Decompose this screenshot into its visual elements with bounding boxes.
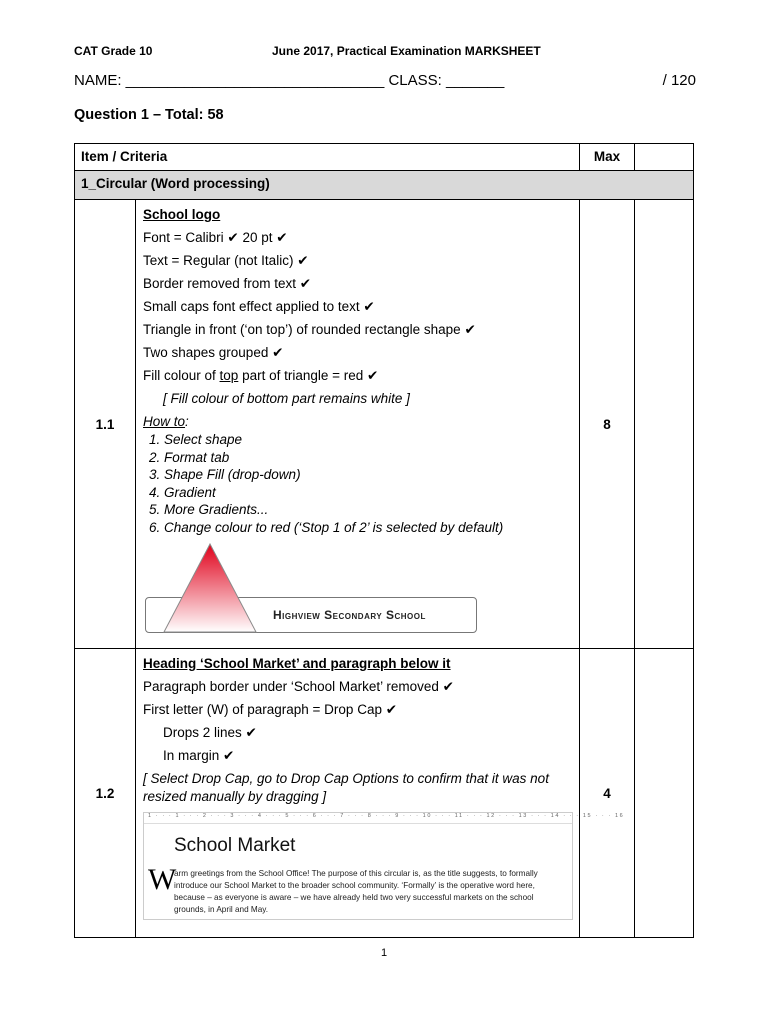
header-max: Max	[580, 144, 635, 171]
item-number: 1.1	[75, 200, 136, 649]
fill-top: top	[219, 368, 239, 383]
logo-text: Highview Secondary School	[273, 608, 426, 622]
criterion: Border removed from text ✔	[143, 276, 312, 291]
table-row	[75, 200, 694, 649]
list-item: 3. Shape Fill (drop-down)	[164, 466, 573, 484]
item-score[interactable]	[635, 649, 694, 938]
page-number: 1	[380, 947, 388, 959]
total-marks: / 120	[662, 72, 696, 89]
criterion-fill	[143, 367, 573, 385]
list-item: 6. Change colour to red (‘Stop 1 of 2’ is selected by default)	[164, 519, 573, 537]
table-header-row	[75, 144, 694, 171]
howto-colon: :	[185, 414, 189, 429]
marksheet-table	[74, 143, 694, 938]
sub-criterion: In margin ✔	[163, 748, 235, 763]
header-course: CAT Grade 10	[74, 44, 153, 58]
howto-label: How to	[143, 414, 186, 429]
school-logo-example	[143, 542, 573, 642]
criterion: Two shapes grouped ✔	[143, 345, 284, 360]
howto-steps	[143, 431, 573, 536]
item-score[interactable]	[635, 200, 694, 649]
item-note: [ Fill colour of bottom part remains white ]	[163, 391, 410, 406]
criterion: Small caps font effect applied to text ✔	[143, 299, 375, 314]
criterion: Font = Calibri ✔ 20 pt ✔	[143, 230, 288, 245]
header-score	[635, 144, 694, 171]
item-title: School logo	[143, 207, 221, 222]
name-class-fields: NAME: _______________________________ CLASS: _______	[74, 72, 505, 89]
screenshot-paragraph: arm greetings from the School Office! The purpose of this circular is, as the title suggests, to formally introduce our School Market to the broader school community. ‘Formally’ is the operative word here, because – as everyone is aware – we have already held two very successful markets on the school grounds, in April and May.	[174, 869, 538, 914]
fill-prefix: Fill colour of	[143, 368, 220, 383]
fill-suffix: part of triangle = red ✔	[238, 368, 379, 383]
item-criteria	[136, 649, 625, 938]
header-criteria: Item / Criteria	[75, 144, 580, 171]
criterion: Paragraph border under ‘School Market’ removed ✔	[143, 679, 454, 694]
ruler: 1 · · · 1 · · · 2 · · · 3 · · · 4 · · · 5 · · · 6 · · · 7 · · · 8 · · · 9 · · · 10 · · · 11 · · · 12 · · · 13 · · · 14 · · · 15 · · · 16	[144, 813, 572, 824]
drop-cap-letter: W	[148, 863, 177, 896]
item-title: Heading ‘School Market’ and paragraph below it	[143, 656, 451, 671]
section-title: 1_Circular (Word processing)	[75, 171, 694, 200]
list-item: 5. More Gradients...	[164, 501, 573, 519]
howto-heading	[143, 413, 573, 431]
header-exam-title: June 2017, Practical Examination MARKSHEET	[272, 44, 541, 58]
list-item: 4. Gradient	[164, 484, 573, 502]
list-item: 2. Format tab	[164, 449, 573, 467]
item-number: 1.2	[75, 649, 136, 938]
logo-triangle-icon	[163, 542, 263, 634]
question-title: Question 1 – Total: 58	[74, 107, 224, 123]
drop-cap-screenshot	[143, 812, 625, 920]
sub-criterion: Drops 2 lines ✔	[163, 725, 257, 740]
item-criteria	[136, 200, 580, 649]
item-note: [ Select Drop Cap, go to Drop Cap Options to confirm that it was not resized manually by dragging ]	[143, 771, 549, 804]
name-class-line	[74, 72, 696, 92]
item-max: 4	[580, 649, 635, 938]
list-item: 1. Select shape	[164, 431, 573, 449]
table-row	[75, 649, 694, 938]
criterion: Text = Regular (not Italic) ✔	[143, 253, 309, 268]
criterion: First letter (W) of paragraph = Drop Cap ✔	[143, 702, 398, 717]
criterion: Triangle in front (‘on top’) of rounded rectangle shape ✔	[143, 322, 476, 337]
section-row	[75, 171, 694, 200]
item-max: 8	[580, 200, 635, 649]
screenshot-heading: School Market	[174, 835, 296, 856]
